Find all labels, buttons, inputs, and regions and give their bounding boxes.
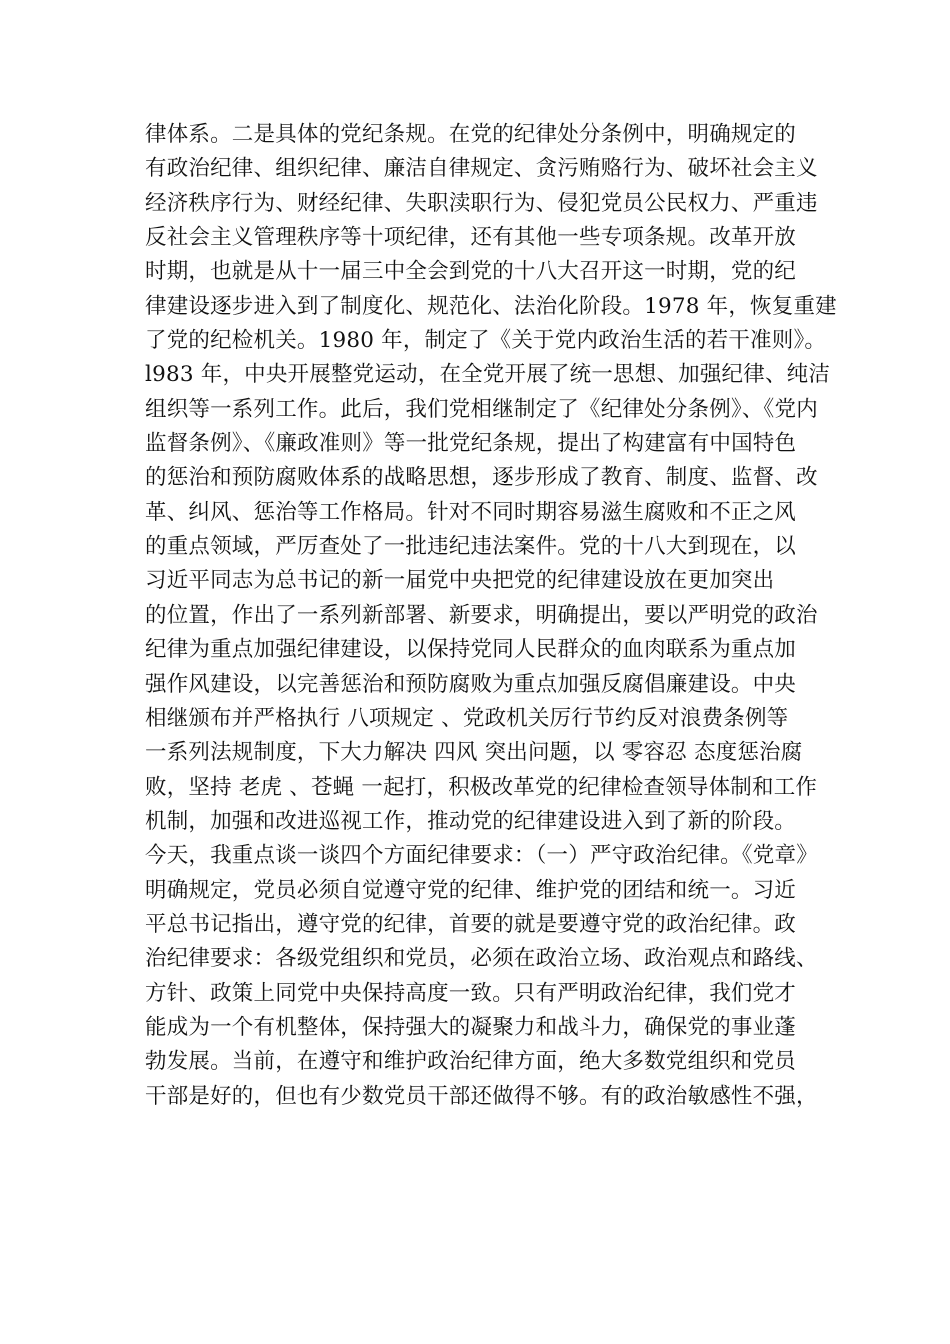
text-line: 明确规定，党员必须自觉遵守党的纪律、维护党的团结和统一。习近	[145, 877, 797, 903]
text-line: 反社会主义管理秩序等十项纪律，还有其他一些专项条规。改革开放	[145, 225, 797, 251]
text-line: 机制，加强和改进巡视工作，推动党的纪律建设进入到了新的阶段。	[145, 808, 797, 834]
text-line: 纪律为重点加强纪律建设，以保持党同人民群众的血肉联系为重点加	[145, 637, 797, 663]
text-line: 相继颁布并严格执行 八项规定 、党政机关厉行节约反对浪费条例等	[145, 705, 789, 731]
text-line: 平总书记指出，遵守党的纪律，首要的就是要遵守党的政治纪律。政	[145, 911, 797, 937]
text-line: 治纪律要求：各级党组织和党员，必须在政治立场、政治观点和路线、	[145, 946, 818, 972]
text-line: 习近平同志为总书记的新一届党中央把党的纪律建设放在更加突出	[145, 568, 775, 594]
text-line: 败，坚持 老虎 、苍蝇 一起打，积极改革党的纪律检查领导体制和工作	[145, 774, 818, 800]
text-line: 今天，我重点谈一谈四个方面纪律要求：（一）严守政治纪律。《党章》	[145, 843, 818, 869]
text-line: 有政治纪律、组织纪律、廉洁自律规定、贪污贿赂行为、破坏社会主义	[145, 156, 818, 182]
text-line: 的重点领域，严厉查处了一批违纪违法案件。党的十八大到现在，以	[145, 534, 797, 560]
text-line: 勃发展。当前，在遵守和维护政治纪律方面，绝大多数党组织和党员	[145, 1049, 797, 1075]
text-line: 经济秩序行为、财经纪律、失职渎职行为、侵犯党员公民权力、严重违	[145, 190, 818, 216]
text-line: l983 年，中央开展整党运动，在全党开展了统一思想、加强纪律、纯洁	[145, 362, 831, 388]
text-line: 方针、政策上同党中央保持高度一致。只有严明政治纪律，我们党才	[145, 980, 797, 1006]
text-line: 一系列法规制度，下大力解决 四风 突出问题，以 零容忍 态度惩治腐	[145, 740, 803, 766]
text-line: 能成为一个有机整体，保持强大的凝聚力和战斗力，确保党的事业蓬	[145, 1014, 797, 1040]
body-text	[145, 118, 837, 1114]
text-line: 律建设逐步进入到了制度化、规范化、法治化阶段。1978 年，恢复重建	[145, 293, 837, 319]
text-line: 干部是好的，但也有少数党员干部还做得不够。有的政治敏感性不强，	[145, 1083, 818, 1109]
text-line: 的位置，作出了一系列新部署、新要求，明确提出，要以严明党的政治	[145, 602, 818, 628]
text-line: 时期，也就是从十一届三中全会到党的十八大召开这一时期，党的纪	[145, 259, 797, 285]
text-line: 革、纠风、惩治等工作格局。针对不同时期容易滋生腐败和不正之风	[145, 499, 797, 525]
text-line: 了党的纪检机关。1980 年，制定了《关于党内政治生活的若干准则》。	[145, 328, 827, 354]
text-line: 监督条例》、《廉政准则》等一批党纪条规，提出了构建富有中国特色	[145, 431, 797, 457]
text-line: 律体系。二是具体的党纪条规。在党的纪律处分条例中，明确规定的	[145, 122, 797, 147]
text-line: 组织等一系列工作。此后，我们党相继制定了《纪律处分条例》、《党内	[145, 396, 818, 422]
text-line: 强作风建设，以完善惩治和预防腐败为重点加强反腐倡廉建设。中央	[145, 671, 797, 697]
text-line: 的惩治和预防腐败体系的战略思想，逐步形成了教育、制度、监督、改	[145, 465, 818, 491]
